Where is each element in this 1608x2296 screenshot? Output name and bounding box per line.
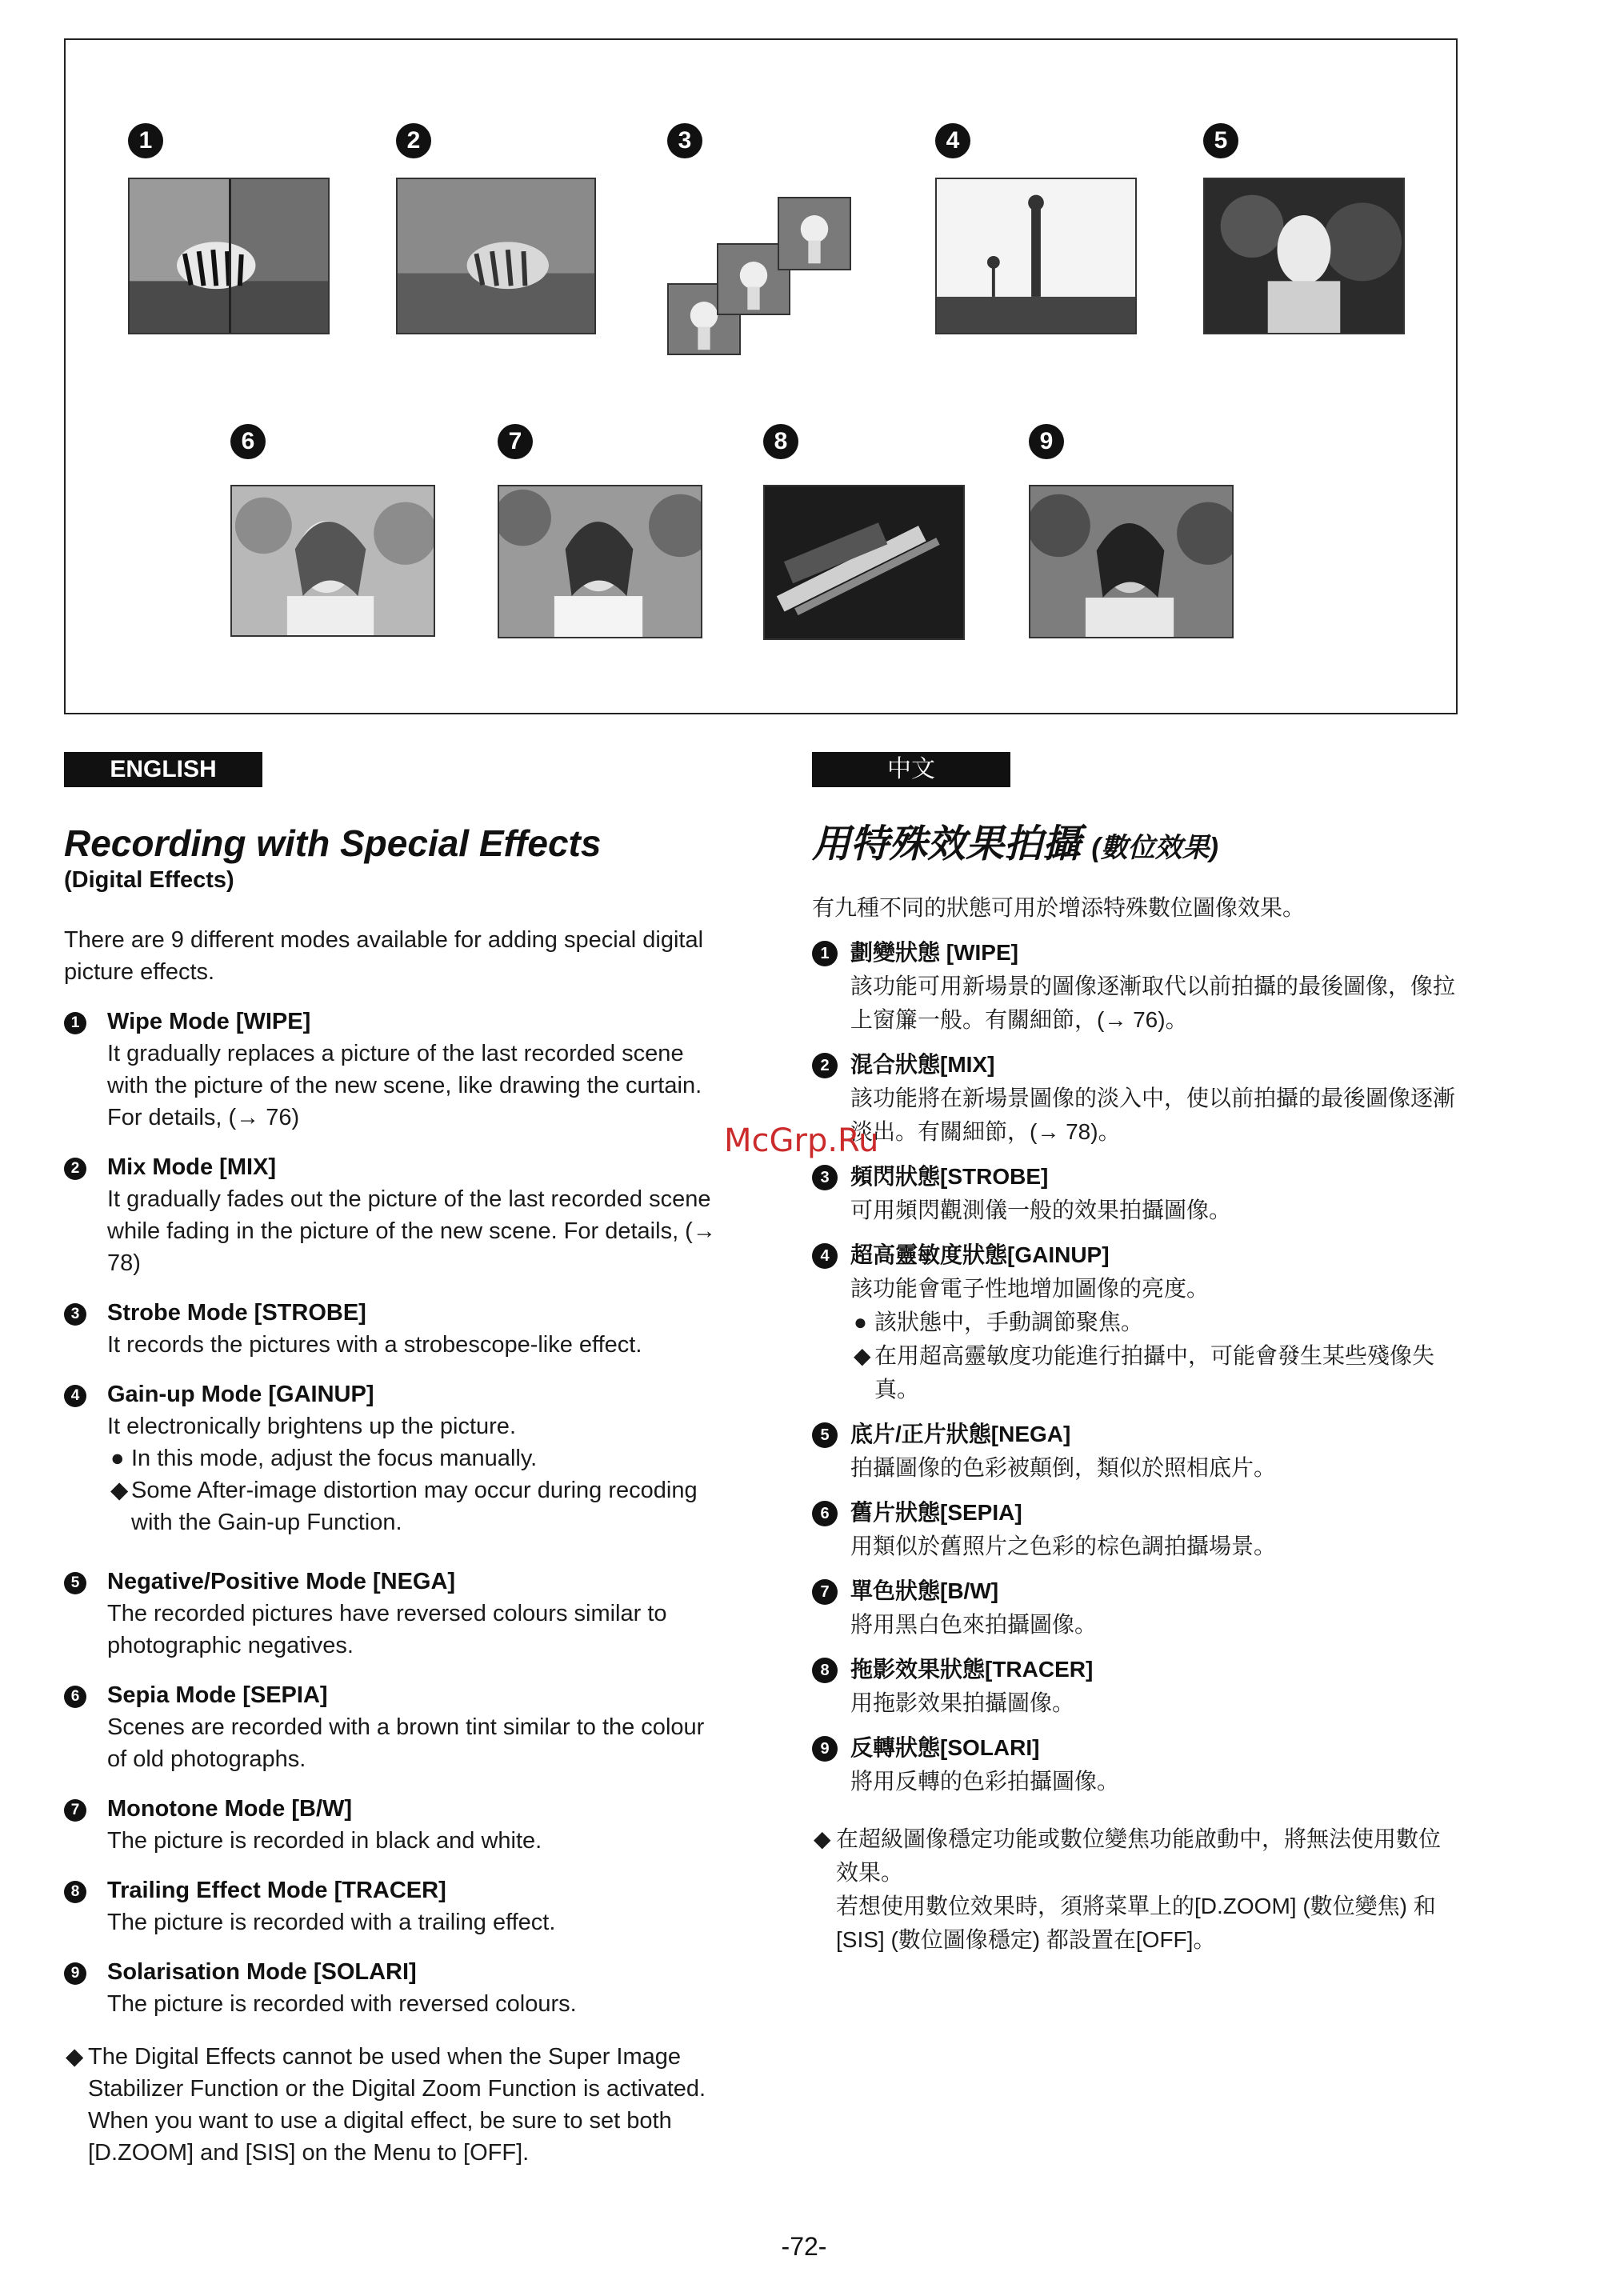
mode-title: 拖影效果狀態[TRACER] [850, 1657, 1094, 1682]
mode-number: 5 [812, 1422, 838, 1448]
mode-description: 用拖影效果拍攝圖像。 [850, 1690, 1075, 1715]
gainup-photo [935, 178, 1137, 334]
mode-number: 4 [812, 1243, 838, 1269]
mode-title: Gain-up Mode [GAINUP] [107, 1382, 374, 1407]
mix-photo [396, 178, 596, 334]
mode-number: 6 [812, 1501, 838, 1526]
mode-title: 單色狀態[B/W] [850, 1578, 999, 1603]
figure-number: 5 [1203, 123, 1238, 158]
mode-item [64, 1793, 720, 1857]
mode-description: The picture is recorded with reversed colours. [107, 1991, 577, 2017]
english-intro: There are 9 different modes available for adding special digital picture effects. [64, 927, 704, 985]
mode-number: 5 [64, 1572, 86, 1594]
note-diamond-icon: ◆ [66, 2044, 84, 2070]
mode-number: 9 [64, 1962, 86, 1985]
mode-bullet [107, 1474, 720, 1538]
mode-title: 底片/正片狀態[NEGA] [850, 1422, 1071, 1446]
figure-number: 4 [935, 123, 970, 158]
figure-number: 8 [763, 424, 798, 459]
mode-title: 頻閃狀態[STROBE] [850, 1164, 1049, 1189]
figure-number: 1 [128, 123, 163, 158]
mode-number: 1 [64, 1012, 86, 1034]
mode-description: The picture is recorded in black and white. [107, 1828, 542, 1854]
mode-description: 將用黑白色來拍攝圖像。 [850, 1612, 1098, 1637]
mode-title: 超高靈敏度狀態[GAINUP] [850, 1242, 1110, 1267]
mode-number: 1 [812, 941, 838, 966]
mode-title: Negative/Positive Mode [NEGA] [107, 1569, 456, 1594]
note-text: 若想使用數位效果時，須將菜單上的[D.ZOOM] (數位變焦) 和[SIS] (數位圖像穩定) 都設置在[OFF]。 [836, 1894, 1436, 1952]
bullet-diamond-icon: ◆ [110, 1478, 129, 1503]
mode-title: Strobe Mode [STROBE] [107, 1300, 366, 1326]
mode-number: 9 [812, 1736, 838, 1762]
bullet-text: Some After-image distortion may occur during recoding with the Gain-up Function. [131, 1478, 698, 1535]
note-text: The Digital Effects cannot be used when the Super Image Stabilizer Function or the Digital Zoom Function is activated. [88, 2044, 706, 2102]
english-subtitle: (Digital Effects) [64, 867, 234, 893]
english-title: Recording with Special Effects [64, 822, 602, 864]
mode-item [812, 1048, 1460, 1149]
mode-number: 8 [64, 1881, 86, 1903]
mode-number: 7 [64, 1799, 86, 1822]
bullet-text: 該狀態中，手動調節聚焦。 [874, 1310, 1144, 1334]
mode-title: 劃變狀態 [WIPE] [850, 940, 1018, 965]
mode-item [812, 1238, 1460, 1406]
chinese-title-main: 用特殊效果拍攝 [812, 823, 1082, 866]
mode-title: Mix Mode [MIX] [107, 1154, 277, 1180]
watermark: McGrp.Ru [724, 1122, 879, 1159]
figure-number: 3 [667, 123, 702, 158]
mode-title: Monotone Mode [B/W] [107, 1796, 353, 1822]
bullet-diamond-icon: ◆ [854, 1343, 871, 1368]
mode-item [812, 1496, 1460, 1563]
mode-number: 3 [812, 1165, 838, 1190]
chinese-title [812, 822, 1460, 870]
chinese-tab: 中文 [812, 752, 1010, 787]
mode-description: 拍攝圖像的色彩被顛倒，類似於照相底片。 [850, 1455, 1277, 1480]
mode-item [812, 1731, 1460, 1798]
bullet-text: In this mode, adjust the focus manually. [131, 1446, 538, 1471]
mode-description: The picture is recorded with a trailing effect. [107, 1910, 556, 1935]
mode-item [64, 1874, 720, 1938]
mode-number: 2 [64, 1158, 86, 1180]
note-diamond-icon: ◆ [814, 1826, 831, 1851]
mode-number: 4 [64, 1385, 86, 1407]
mode-description: 該功能可用新場景的圖像逐漸取代以前拍攝的最後圖像，像拉上窗簾一般。有關細節，(→ 76)。 [850, 974, 1456, 1032]
figure-number: 6 [230, 424, 266, 459]
mode-title: 反轉狀態[SOLARI] [850, 1735, 1040, 1760]
mode-item [64, 1297, 720, 1361]
mode-item [812, 1160, 1460, 1227]
strobe-photo-3 [778, 197, 851, 270]
bullet-dot-icon: ● [854, 1310, 867, 1334]
note-text: 在超級圖像穩定功能或數位變焦功能啟動中，將無法使用數位效果。 [836, 1826, 1442, 1885]
tracer-photo [763, 485, 965, 640]
mode-description: 用類似於舊照片之色彩的棕色調拍攝場景。 [850, 1534, 1277, 1558]
mode-item [64, 1006, 720, 1134]
mode-number: 3 [64, 1303, 86, 1326]
sepia-photo [230, 485, 435, 637]
mode-title: Sepia Mode [SEPIA] [107, 1682, 328, 1708]
mode-item [64, 1378, 720, 1538]
digital-effects-note [64, 2041, 720, 2169]
mode-number: 2 [812, 1053, 838, 1078]
mode-description: 將用反轉的色彩拍攝圖像。 [850, 1769, 1120, 1794]
mode-title: Wipe Mode [WIPE] [107, 1009, 311, 1034]
mode-bullet [850, 1339, 1460, 1406]
mode-title: 舊片狀態[SEPIA] [850, 1500, 1022, 1525]
mode-item [812, 1574, 1460, 1642]
mode-number: 7 [812, 1579, 838, 1605]
mode-description: It gradually replaces a picture of the last recorded scene with the picture of the new scene, like drawing the curtain. For details, (→ 76) [107, 1041, 702, 1130]
mode-description: It records the pictures with a strobescope-like effect. [107, 1332, 642, 1358]
mode-item [812, 1418, 1460, 1485]
note-text: When you want to use a digital effect, be sure to set both [D.ZOOM] and [SIS] on the Menu to [OFF]. [88, 2108, 672, 2166]
mode-item [64, 1566, 720, 1662]
bullet-dot-icon: ● [110, 1446, 125, 1471]
mode-description: 該功能會電子性地增加圖像的亮度。 [850, 1276, 1210, 1301]
effects-figure [64, 38, 1458, 714]
mode-item [64, 1956, 720, 2020]
mode-title: Trailing Effect Mode [TRACER] [107, 1878, 446, 1903]
chinese-title-sub: (數位效果) [1091, 833, 1219, 863]
english-tab: ENGLISH [64, 752, 262, 787]
nega-photo [1203, 178, 1405, 334]
mode-item [64, 1151, 720, 1279]
mode-title: 混合狀態[MIX] [850, 1052, 995, 1077]
bullet-text: 在用超高靈敏度功能進行拍攝中，可能會發生某些殘像失真。 [874, 1343, 1435, 1402]
mode-title: Solarisation Mode [SOLARI] [107, 1959, 417, 1985]
mode-number: 6 [64, 1686, 86, 1708]
figure-number: 9 [1029, 424, 1064, 459]
wipe-photo [128, 178, 330, 334]
bw-photo [498, 485, 702, 638]
mode-description: 該功能將在新場景圖像的淡入中，使以前拍攝的最後圖像逐漸淡出。有關細節，(→ 78)。 [850, 1086, 1456, 1144]
english-column [64, 752, 720, 2169]
mode-item [812, 936, 1460, 1037]
solari-photo [1029, 485, 1234, 638]
chinese-column [812, 752, 1460, 1957]
mode-description: It gradually fades out the picture of the last recorded scene while fading in the picture of the new scene. For details, (→ 78) [107, 1186, 716, 1276]
mode-bullet [107, 1442, 720, 1474]
page-number: -72- [781, 2232, 827, 2261]
mode-description: Scenes are recorded with a brown tint similar to the colour of old photographs. [107, 1714, 705, 1772]
mode-item [64, 1679, 720, 1775]
mode-description: 可用頻閃觀測儀一般的效果拍攝圖像。 [850, 1198, 1232, 1222]
mode-number: 8 [812, 1658, 838, 1683]
mode-description: It electronically brightens up the picture. [107, 1414, 516, 1439]
chinese-intro: 有九種不同的狀態可用於增添特殊數位圖像效果。 [812, 895, 1306, 920]
mode-description: The recorded pictures have reversed colours similar to photographic negatives. [107, 1601, 667, 1658]
figure-number: 7 [498, 424, 533, 459]
mode-item [812, 1653, 1460, 1720]
figure-number: 2 [396, 123, 431, 158]
mode-bullet [850, 1306, 1460, 1339]
digital-effects-note [812, 1822, 1460, 1957]
